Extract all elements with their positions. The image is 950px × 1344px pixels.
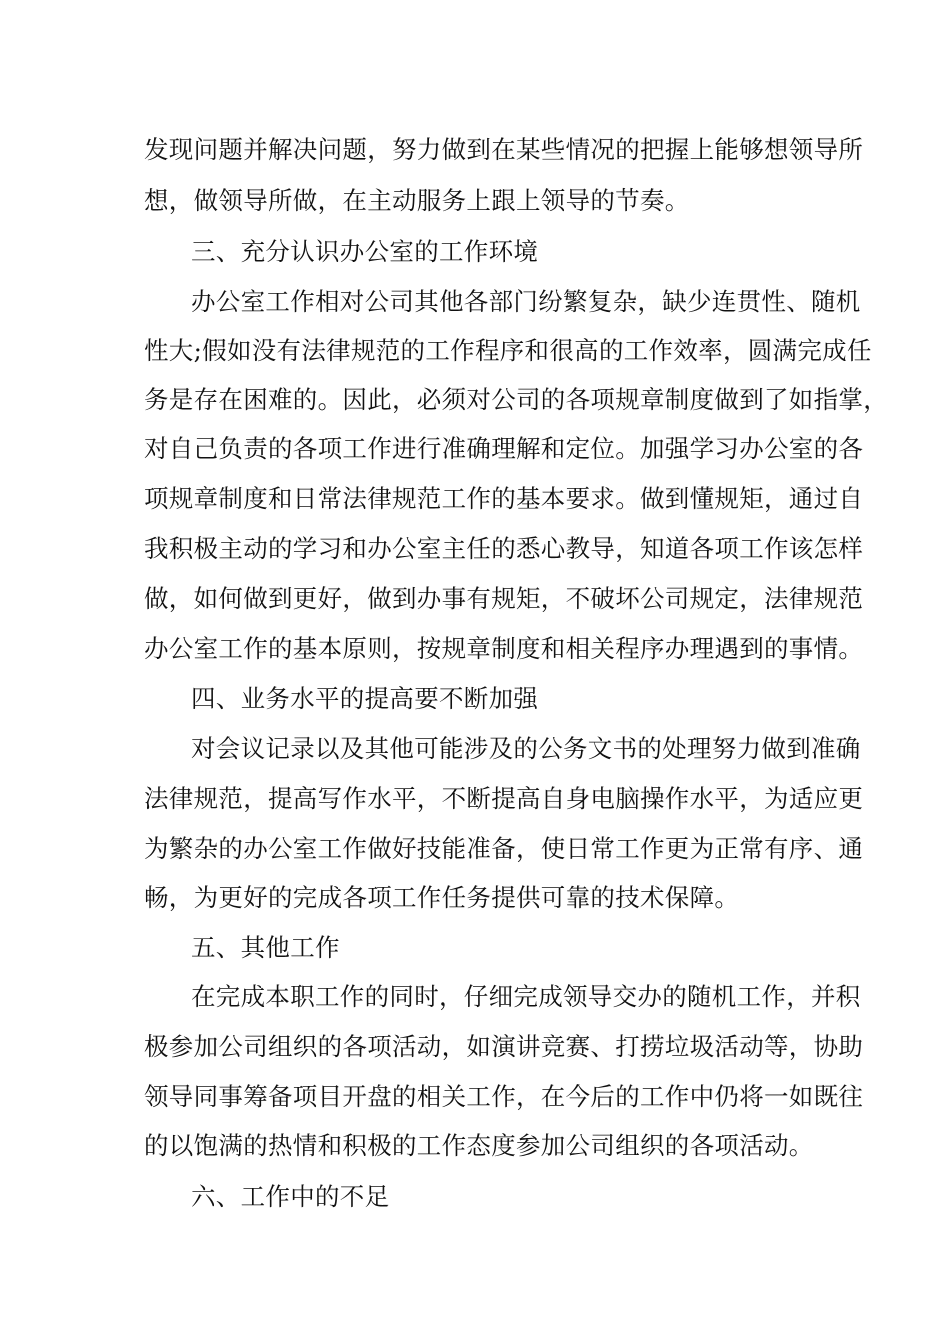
body-text-line: 发现问题并解决问题，努力做到在某些情况的把握上能够想领导所 <box>144 135 864 164</box>
body-text-line: 在完成本职工作的同时，仔细完成领导交办的随机工作，并积 <box>191 982 861 1011</box>
body-text-line: 项规章制度和日常法律规范工作的基本要求。做到懂规矩，通过自 <box>144 484 864 513</box>
section-heading: 六、工作中的不足 <box>191 1182 390 1211</box>
body-text-line: 的以饱满的热情和积极的工作态度参加公司组织的各项活动。 <box>144 1131 814 1160</box>
body-text-line: 畅，为更好的完成各项工作任务提供可靠的技术保障。 <box>144 883 740 912</box>
body-text-line: 为繁杂的办公室工作做好技能准备，使日常工作更为正常有序、通 <box>144 834 864 863</box>
body-text-line: 对自己负责的各项工作进行准确理解和定位。加强学习办公室的各 <box>144 434 864 463</box>
body-text-line: 办公室工作的基本原则，按规章制度和相关程序办理遇到的事情。 <box>144 634 864 663</box>
body-text-line: 我积极主动的学习和办公室主任的悉心教导，知道各项工作该怎样 <box>144 534 864 563</box>
body-text-line: 务是存在困难的。因此，必须对公司的各项规章制度做到了如指掌， <box>144 385 888 414</box>
body-text-line: 办公室工作相对公司其他各部门纷繁复杂，缺少连贯性、随机 <box>191 287 861 316</box>
body-text-line: 做，如何做到更好，做到办事有规矩，不破坏公司规定，法律规范 <box>144 584 864 613</box>
section-heading: 五、其他工作 <box>191 933 340 962</box>
body-text-line: 领导同事筹备项目开盘的相关工作，在今后的工作中仍将一如既往 <box>144 1082 864 1111</box>
body-text-line: 极参加公司组织的各项活动，如演讲竞赛、打捞垃圾活动等，协助 <box>144 1032 864 1061</box>
section-heading: 四、业务水平的提高要不断加强 <box>191 684 539 713</box>
body-text-line: 性大;假如没有法律规范的工作程序和很高的工作效率，圆满完成任 <box>144 336 872 365</box>
body-text-line: 法律规范，提高写作水平，不断提高自身电脑操作水平，为适应更 <box>144 784 864 813</box>
section-heading: 三、充分认识办公室的工作环境 <box>191 237 539 266</box>
body-text-line: 想，做领导所做，在主动服务上跟上领导的节奏。 <box>144 186 690 215</box>
body-text-line: 对会议记录以及其他可能涉及的公务文书的处理努力做到准确 <box>191 734 861 763</box>
